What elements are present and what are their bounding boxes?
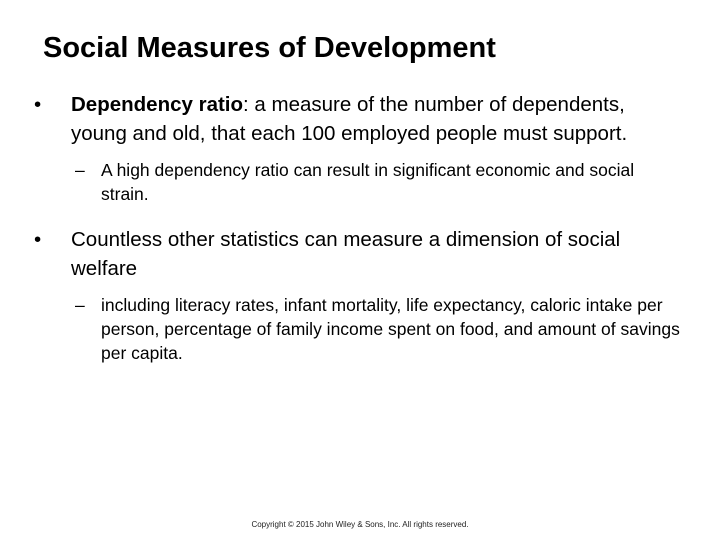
bullet-text: : a measure of the number of dependents, young and old, that each 100 employed people must support. xyxy=(71,93,628,145)
sub-bullet-text: including literacy rates, infant mortality, life expectancy, caloric intake per person, percentage of family income spent on food, and amount of savings per capita. xyxy=(101,295,680,363)
dash-marker: – xyxy=(75,160,85,180)
sub-bullet-item xyxy=(30,158,680,206)
bullet-term: Dependency ratio xyxy=(71,93,244,116)
slide-content xyxy=(30,90,680,365)
slide-title: Social Measures of Development xyxy=(43,32,496,64)
bullet-item-other-statistics xyxy=(30,225,680,283)
sub-bullet-item xyxy=(30,293,680,365)
spacer xyxy=(30,206,680,225)
bullet-item-dependency-ratio xyxy=(30,90,680,148)
dash-marker: – xyxy=(75,295,85,315)
bullet-text: Countless other statistics can measure a dimension of social welfare xyxy=(71,228,621,280)
copyright-footer: Copyright © 2015 John Wiley & Sons, Inc. All rights reserved. xyxy=(251,520,469,529)
sub-bullet-text: A high dependency ratio can result in significant economic and social strain. xyxy=(101,160,635,204)
